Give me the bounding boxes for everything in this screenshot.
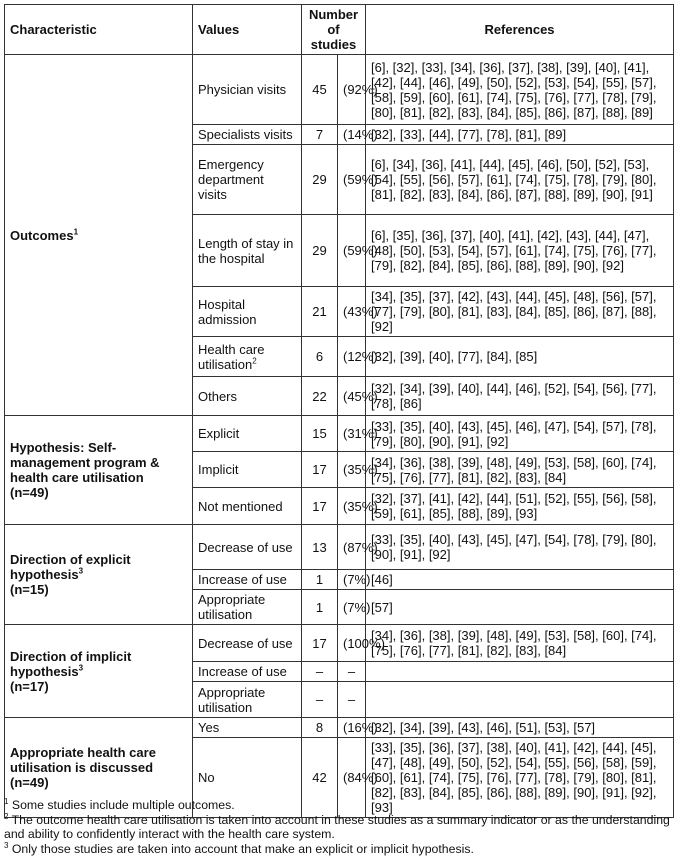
value-label: Appropriate utilisation [198,592,266,622]
study-count: 13 [302,525,338,570]
references-cell [366,662,674,682]
footnote-ref: 3 [78,663,84,673]
table-body [5,55,674,818]
table-row [5,525,674,570]
table-row [5,55,674,125]
value-cell [193,662,302,682]
study-percent: (43%) [338,287,366,337]
study-percent: (59%) [338,145,366,215]
table-row [5,416,674,452]
study-count: 6 [302,337,338,377]
characteristic-cell [5,625,193,718]
value-label: Explicit [198,426,240,441]
footnotes [4,798,672,857]
characteristic-cell [5,525,193,625]
study-percent: (14%) [338,125,366,145]
value-label: Increase of use [198,572,287,587]
header-references: References [366,5,674,55]
study-count: 1 [302,570,338,590]
footnote-2 [4,813,672,841]
references-cell: [46] [366,570,674,590]
references-cell: [34], [35], [37], [42], [43], [44], [45], [48], [56], [57], [77], [79], [80], [81], [83], [84], [85], [86], [87], [88], [92] [366,287,674,337]
study-percent: (35%) [338,452,366,488]
header-number-of-studies: Number of studies [302,5,366,55]
value-cell [193,125,302,145]
value-cell [193,525,302,570]
footnote-mark: 2 [4,811,9,821]
footnote-text: Some studies include multiple outcomes. [8,798,235,812]
value-cell [193,215,302,287]
study-percent: (87%) [338,525,366,570]
header-row [5,5,674,55]
header-characteristic: Characteristic [5,5,193,55]
study-count: – [302,662,338,682]
footnote-mark: 1 [4,796,9,806]
study-percent: (45%) [338,377,366,416]
value-cell [193,55,302,125]
study-percent: (84%) [338,738,366,818]
references-cell: [33], [35], [36], [37], [38], [40], [41], [42], [44], [45], [47], [48], [49], [50], [52], [54], [55], [56], [58], [59], [60], [61], [74], [75], [76], [77], [78], [79], [80], [81], [82], [83], [84], [85], [86], [88], [89], [90], [91], [92], [93] [366,738,674,818]
characteristic-cell [5,416,193,525]
study-count: 15 [302,416,338,452]
characteristic-label: Direction of explicit hypothesis [10,552,131,582]
value-cell [193,416,302,452]
value-cell [193,337,302,377]
study-count: 29 [302,145,338,215]
value-label: Hospital admission [198,296,257,327]
study-count: 1 [302,590,338,625]
value-label: Specialists visits [198,127,293,142]
header-values: Values [193,5,302,55]
footnote-1 [4,798,672,812]
study-count: 17 [302,488,338,525]
value-cell [193,488,302,525]
study-percent: – [338,682,366,718]
footnote-ref: 1 [73,227,79,237]
value-cell [193,377,302,416]
footnote-3 [4,842,672,856]
references-cell: [32], [37], [41], [42], [44], [51], [52], [55], [56], [58], [59], [61], [85], [88], [89], [93] [366,488,674,525]
value-cell [193,590,302,625]
study-count: 45 [302,55,338,125]
value-cell [193,452,302,488]
study-percent: (59%) [338,215,366,287]
study-percent: (7%) [338,570,366,590]
study-percent: (12%) [338,337,366,377]
value-label: Appropriate utilisation [198,684,266,715]
value-label: Implicit [198,462,239,477]
references-cell: [6], [35], [36], [37], [40], [41], [42], [43], [44], [47], [48], [50], [53], [54], [57], [61], [74], [75], [76], [77], [79], [82], [84], [85], [86], [88], [89], [90], [92] [366,215,674,287]
references-cell: [32], [34], [39], [40], [44], [46], [52], [54], [56], [77], [78], [86] [366,377,674,416]
table-row [5,625,674,662]
study-percent: (35%) [338,488,366,525]
footnote-ref: 2 [252,356,257,366]
study-count: 21 [302,287,338,337]
study-count: 42 [302,738,338,818]
value-cell [193,570,302,590]
study-count: 7 [302,125,338,145]
value-cell [193,625,302,662]
study-percent: (100%) [338,625,366,662]
references-cell: [6], [34], [36], [41], [44], [45], [46], [50], [52], [53], [54], [55], [56], [57], [61], [74], [75], [78], [79], [80], [81], [82], [83], [84], [86], [87], [88], [89], [90], [91] [366,145,674,215]
value-cell [193,718,302,738]
study-count: 8 [302,718,338,738]
sample-size: (n=17) [10,678,49,694]
value-cell [193,682,302,718]
footnote-mark: 3 [4,840,9,850]
value-cell [193,145,302,215]
references-cell: [6], [32], [33], [34], [36], [37], [38], [39], [40], [41], [42], [44], [46], [49], [50], [52], [53], [54], [55], [57], [58], [59], [60], [61], [74], [75], [76], [77], [78], [79], [80], [81], [82], [83], [84], [85], [86], [87], [88], [89] [366,55,674,125]
study-count: 17 [302,452,338,488]
characteristic-cell [5,55,193,416]
table-row [5,718,674,738]
value-label: Decrease of use [198,539,293,555]
references-cell [366,682,674,718]
value-cell [193,287,302,337]
value-label: Physician visits [198,82,287,97]
value-label: Emergency department visits [198,157,264,202]
references-cell: [34], [36], [38], [39], [48], [49], [53], [58], [60], [74], [75], [76], [77], [81], [82], [83], [84] [366,452,674,488]
value-label: No [198,770,215,785]
references-cell: [32], [33], [44], [77], [78], [81], [89] [366,125,674,145]
characteristic-label: Outcomes [10,227,74,243]
sample-size: (n=15) [10,582,49,597]
study-characteristics-table [4,4,674,818]
value-label: Yes [198,720,220,735]
value-label: Not mentioned [198,498,283,514]
references-cell: [57] [366,590,674,625]
sample-size: (n=49) [10,775,49,790]
study-count: 29 [302,215,338,287]
references-cell: [33], [35], [40], [43], [45], [47], [54], [78], [79], [80], [90], [91], [92] [366,525,674,570]
value-label: Length of stay in the hospital [198,235,294,266]
study-percent: (16%) [338,718,366,738]
value-label: Increase of use [198,664,287,679]
value-label: Others [198,388,238,404]
references-cell: [33], [35], [40], [43], [45], [46], [47], [54], [57], [78], [79], [80], [90], [91], [92] [366,416,674,452]
sample-size: (n=49) [10,485,49,500]
footnote-text: Only those studies are taken into account that make an explicit or implicit hypothesis. [8,842,474,856]
footnote-text: The outcome health care utilisation is taken into account in these studies as a summary indicator or as the understanding and ability to confidently interact with the health care system. [4,813,670,841]
value-label: Decrease of use [198,635,293,651]
characteristic-label: Appropriate health care utilisation is discussed [10,745,156,775]
value-label: Health care utilisation [198,341,265,372]
characteristic-label: Direction of implicit hypothesis [10,648,132,679]
study-percent: (7%) [338,590,366,625]
study-count: – [302,682,338,718]
references-cell: [32], [34], [39], [43], [46], [51], [53], [57] [366,718,674,738]
references-cell: [34], [36], [38], [39], [48], [49], [53], [58], [60], [74], [75], [76], [77], [81], [82], [83], [84] [366,625,674,662]
study-count: 17 [302,625,338,662]
study-percent: (92%) [338,55,366,125]
characteristic-label: Hypothesis: Self-management program & health care utilisation [10,440,160,485]
footnote-ref: 3 [78,566,84,576]
study-percent: – [338,662,366,682]
study-percent: (31%) [338,416,366,452]
study-count: 22 [302,377,338,416]
references-cell: [32], [39], [40], [77], [84], [85] [366,337,674,377]
